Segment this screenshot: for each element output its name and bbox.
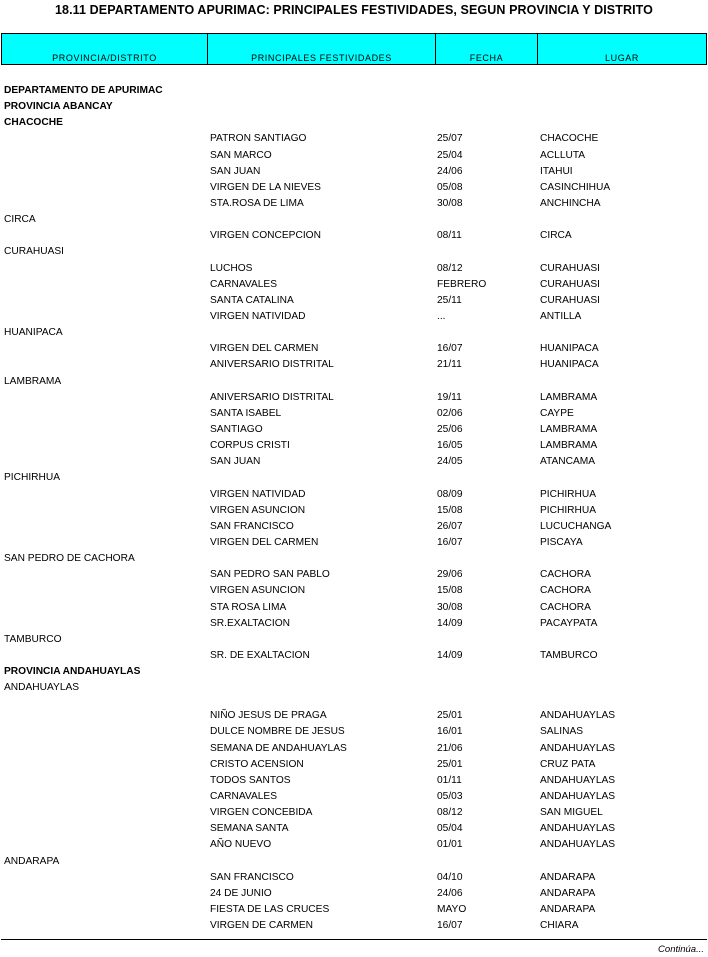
section-heading-row	[0, 115, 708, 131]
fecha-cell: 05/03	[437, 791, 463, 803]
district-name: SAN PEDRO DE CACHORA	[4, 553, 135, 565]
lugar-cell: ANDAHUAYLAS	[540, 774, 616, 786]
fecha-cell: FEBRERO	[437, 278, 487, 290]
fecha-cell: 01/01	[437, 839, 463, 851]
district-name: CURAHUASI	[4, 246, 65, 258]
district-name: PICHIRHUA	[4, 472, 61, 484]
festividad-cell: SAN PEDRO SAN PABLO	[210, 569, 330, 581]
table-row	[0, 148, 708, 164]
festividad-cell: LUCHOS	[210, 262, 253, 274]
fecha-cell: 25/04	[437, 149, 463, 161]
table-row	[0, 277, 708, 293]
fecha-cell: 16/01	[437, 726, 463, 738]
district-row	[0, 325, 708, 341]
fecha-cell: 08/11	[437, 230, 462, 242]
section-heading-row	[0, 83, 708, 99]
festividad-cell: VIRGEN DEL CARMEN	[210, 536, 319, 548]
festividad-cell: STA ROSA LIMA	[210, 601, 287, 613]
lugar-cell: ANCHINCHA	[540, 197, 601, 209]
table-row	[0, 789, 708, 805]
lugar-cell: CURAHUASI	[540, 278, 601, 290]
fecha-cell: 14/09	[437, 617, 463, 629]
festividad-cell: VIRGEN DEL CARMEN	[210, 343, 319, 355]
section-heading: PROVINCIA ABANCAY	[4, 101, 113, 113]
festividad-cell: ANIVERSARIO DISTRITAL	[210, 391, 334, 403]
fecha-cell: 25/11	[437, 294, 462, 306]
festividad-cell: VIRGEN ASUNCION	[210, 504, 306, 516]
lugar-cell: CURAHUASI	[540, 294, 601, 306]
festividad-cell: SAN JUAN	[210, 456, 261, 468]
lugar-cell: CRUZ PATA	[540, 758, 596, 770]
festividad-cell: VIRGEN CONCEPCION	[210, 230, 321, 242]
table-row	[0, 293, 708, 309]
fecha-cell: 26/07	[437, 520, 463, 532]
table-row	[0, 503, 708, 519]
table-row	[0, 261, 708, 277]
col-header-provincia: PROVINCIA/DISTRITO	[2, 34, 208, 64]
lugar-cell: LAMBRAMA	[540, 391, 598, 403]
lugar-cell: CACHORA	[540, 569, 591, 581]
fecha-cell: 15/08	[437, 585, 463, 597]
table-row	[0, 228, 708, 244]
lugar-cell: LAMBRAMA	[540, 440, 598, 452]
lugar-cell: ANDAHUAYLAS	[540, 742, 616, 754]
festividad-cell: CARNAVALES	[210, 278, 277, 290]
lugar-cell: CIRCA	[540, 230, 572, 242]
lugar-cell: HUANIPACA	[540, 343, 599, 355]
fecha-cell: 29/06	[437, 569, 463, 581]
fecha-cell: 19/11	[437, 391, 462, 403]
festividad-cell: AÑO NUEVO	[210, 839, 272, 851]
fecha-cell: 24/05	[437, 456, 463, 468]
district-row	[0, 470, 708, 486]
table-row	[0, 390, 708, 406]
festividad-cell: SANTA CATALINA	[210, 294, 294, 306]
festividad-cell: DULCE NOMBRE DE JESUS	[210, 726, 345, 738]
table-header	[1, 33, 707, 65]
fecha-cell: 14/09	[437, 649, 463, 661]
lugar-cell: LUCUCHANGA	[540, 520, 612, 532]
table-row	[0, 886, 708, 902]
col-header-festividades: PRINCIPALES FESTIVIDADES	[208, 34, 436, 64]
district-name: CIRCA	[4, 214, 36, 226]
lugar-cell: PICHIRHUA	[540, 488, 597, 500]
lugar-cell: CHACOCHE	[540, 133, 599, 145]
table-row	[0, 519, 708, 535]
festividad-cell: 24 DE JUNIO	[210, 887, 272, 899]
page-title: 18.11 DEPARTAMENTO APURIMAC: PRINCIPALES FESTIVIDADES, SEGUN PROVINCIA Y DISTRITO	[54, 3, 653, 17]
fecha-cell: 25/01	[437, 710, 463, 722]
lugar-cell: ANTILLA	[540, 310, 582, 322]
fecha-cell: 21/11	[437, 359, 462, 371]
lugar-cell: ITAHUI	[540, 165, 573, 177]
district-row	[0, 632, 708, 648]
district-row	[0, 212, 708, 228]
table-row	[0, 196, 708, 212]
lugar-cell: PISCAYA	[540, 536, 583, 548]
fecha-cell: 08/09	[437, 488, 463, 500]
district-row	[0, 244, 708, 260]
lugar-cell: CAYPE	[540, 407, 574, 419]
festividad-cell: VIRGEN DE CARMEN	[210, 920, 314, 932]
table-row	[0, 567, 708, 583]
festividad-cell: SANTA ISABEL	[210, 407, 282, 419]
festividad-cell: VIRGEN CONCEBIDA	[210, 807, 313, 819]
district-row	[0, 374, 708, 390]
fecha-cell: 30/08	[437, 601, 463, 613]
district-name: ANDARAPA	[4, 855, 60, 867]
festividad-cell: FIESTA DE LAS CRUCES	[210, 904, 330, 916]
fecha-cell: 04/10	[437, 871, 463, 883]
section-heading-row	[0, 664, 708, 680]
fecha-cell: 25/07	[437, 133, 463, 145]
lugar-cell: CACHORA	[540, 585, 591, 597]
fecha-cell: 02/06	[437, 407, 463, 419]
fecha-cell: 01/11	[437, 774, 462, 786]
lugar-cell: ANDAHUAYLAS	[540, 791, 616, 803]
district-name: ANDAHUAYLAS	[4, 682, 80, 694]
festividad-cell: SAN FRANCISCO	[210, 520, 294, 532]
table-row	[0, 837, 708, 853]
table-row	[0, 870, 708, 886]
section-heading: DEPARTAMENTO DE APURIMAC	[4, 85, 163, 96]
table-row	[0, 535, 708, 551]
table-row	[0, 773, 708, 789]
district-row	[0, 680, 708, 696]
lugar-cell: CACHORA	[540, 601, 591, 613]
fecha-cell: 25/01	[437, 758, 463, 770]
lugar-cell: TAMBURCO	[540, 649, 598, 661]
festividad-cell: SEMANA SANTA	[210, 823, 289, 835]
table-row	[0, 180, 708, 196]
table-row	[0, 487, 708, 503]
table-row	[0, 708, 708, 724]
festividad-cell: SR. DE EXALTACION	[210, 649, 310, 661]
lugar-cell: ANDARAPA	[540, 887, 596, 899]
table-row	[0, 341, 708, 357]
district-name: HUANIPACA	[4, 327, 63, 339]
lugar-cell: ACLLUTA	[540, 149, 586, 161]
fecha-cell: 08/12	[437, 262, 463, 274]
festividad-cell: SAN FRANCISCO	[210, 871, 294, 883]
fecha-cell: 30/08	[437, 197, 463, 209]
lugar-cell: CHIARA	[540, 920, 579, 932]
spacer-row	[0, 696, 708, 708]
fecha-cell: 21/06	[437, 742, 463, 754]
festividad-cell: TODOS SANTOS	[210, 774, 291, 786]
table-row	[0, 805, 708, 821]
festividad-cell: SANTIAGO	[210, 423, 263, 435]
fecha-cell: 24/06	[437, 165, 463, 177]
lugar-cell: ANDARAPA	[540, 871, 596, 883]
table-row	[0, 616, 708, 632]
table-row	[0, 164, 708, 180]
fecha-cell: 16/05	[437, 440, 463, 452]
table-row	[0, 757, 708, 773]
festividad-cell: VIRGEN NATIVIDAD	[210, 310, 306, 322]
section-heading-row	[0, 99, 708, 115]
fecha-cell: 08/12	[437, 807, 463, 819]
col-header-fecha: FECHA	[436, 34, 538, 64]
fecha-cell: 15/08	[437, 504, 463, 516]
lugar-cell: PICHIRHUA	[540, 504, 597, 516]
lugar-cell: PACAYPATA	[540, 617, 598, 629]
table-row	[0, 600, 708, 616]
table-row	[0, 724, 708, 740]
table-row	[0, 131, 708, 147]
district-name: LAMBRAMA	[4, 375, 62, 387]
festividad-cell: CORPUS CRISTI	[210, 440, 290, 452]
district-row	[0, 854, 708, 870]
festividad-cell: NIÑO JESUS DE PRAGA	[210, 710, 327, 722]
table-row	[0, 438, 708, 454]
table-row	[0, 454, 708, 470]
lugar-cell: CURAHUASI	[540, 262, 601, 274]
table-row	[0, 918, 708, 934]
festividad-cell: VIRGEN DE LA NIEVES	[210, 181, 321, 193]
table-row	[0, 821, 708, 837]
lugar-cell: ANDAHUAYLAS	[540, 823, 616, 835]
fecha-cell: 24/06	[437, 887, 463, 899]
table-body	[0, 83, 708, 934]
table-row	[0, 422, 708, 438]
festividad-cell: ANIVERSARIO DISTRITAL	[210, 359, 334, 371]
fecha-cell: 16/07	[437, 343, 463, 355]
col-header-lugar: LUGAR	[604, 53, 639, 63]
table-row	[0, 357, 708, 373]
lugar-cell: ANDAHUAYLAS	[540, 839, 616, 851]
section-heading: CHACOCHE	[4, 117, 63, 129]
festividad-cell: SAN JUAN	[210, 165, 261, 177]
fecha-cell: 05/08	[437, 181, 463, 193]
table-row	[0, 648, 708, 664]
festividad-cell: SAN MARCO	[210, 149, 272, 161]
continua-note: Continúa...	[658, 944, 704, 955]
lugar-cell: HUANIPACA	[540, 359, 599, 371]
table-row	[0, 741, 708, 757]
lugar-cell: ANDAHUAYLAS	[540, 710, 616, 722]
table-row	[0, 583, 708, 599]
table-row	[0, 406, 708, 422]
festividad-cell: PATRON SANTIAGO	[210, 133, 307, 145]
lugar-cell: SAN MIGUEL	[540, 807, 603, 819]
lugar-cell: SALINAS	[540, 726, 584, 738]
fecha-cell: 16/07	[437, 920, 463, 932]
bottom-divider	[1, 939, 707, 940]
festividad-cell: SR.EXALTACION	[210, 617, 291, 629]
fecha-cell: 25/06	[437, 423, 463, 435]
festividad-cell: VIRGEN NATIVIDAD	[210, 488, 306, 500]
fecha-cell: ...	[437, 310, 446, 322]
table-row	[0, 902, 708, 918]
district-row	[0, 551, 708, 567]
festividad-cell: CRISTO ACENSION	[210, 758, 304, 770]
section-heading: PROVINCIA ANDAHUAYLAS	[4, 666, 141, 678]
festividad-cell: SEMANA DE ANDAHUAYLAS	[210, 742, 347, 754]
fecha-cell: 16/07	[437, 536, 463, 548]
lugar-cell: ANDARAPA	[540, 904, 596, 916]
table-row	[0, 309, 708, 325]
festividad-cell: VIRGEN ASUNCION	[210, 585, 306, 597]
district-name: TAMBURCO	[4, 633, 62, 645]
lugar-cell: CASINCHIHUA	[540, 181, 611, 193]
lugar-cell: ATANCAMA	[540, 456, 596, 468]
festividad-cell: CARNAVALES	[210, 791, 277, 803]
fecha-cell: MAYO	[437, 904, 467, 916]
fecha-cell: 05/04	[437, 823, 463, 835]
festividad-cell: STA.ROSA DE LIMA	[210, 197, 304, 209]
lugar-cell: LAMBRAMA	[540, 423, 598, 435]
